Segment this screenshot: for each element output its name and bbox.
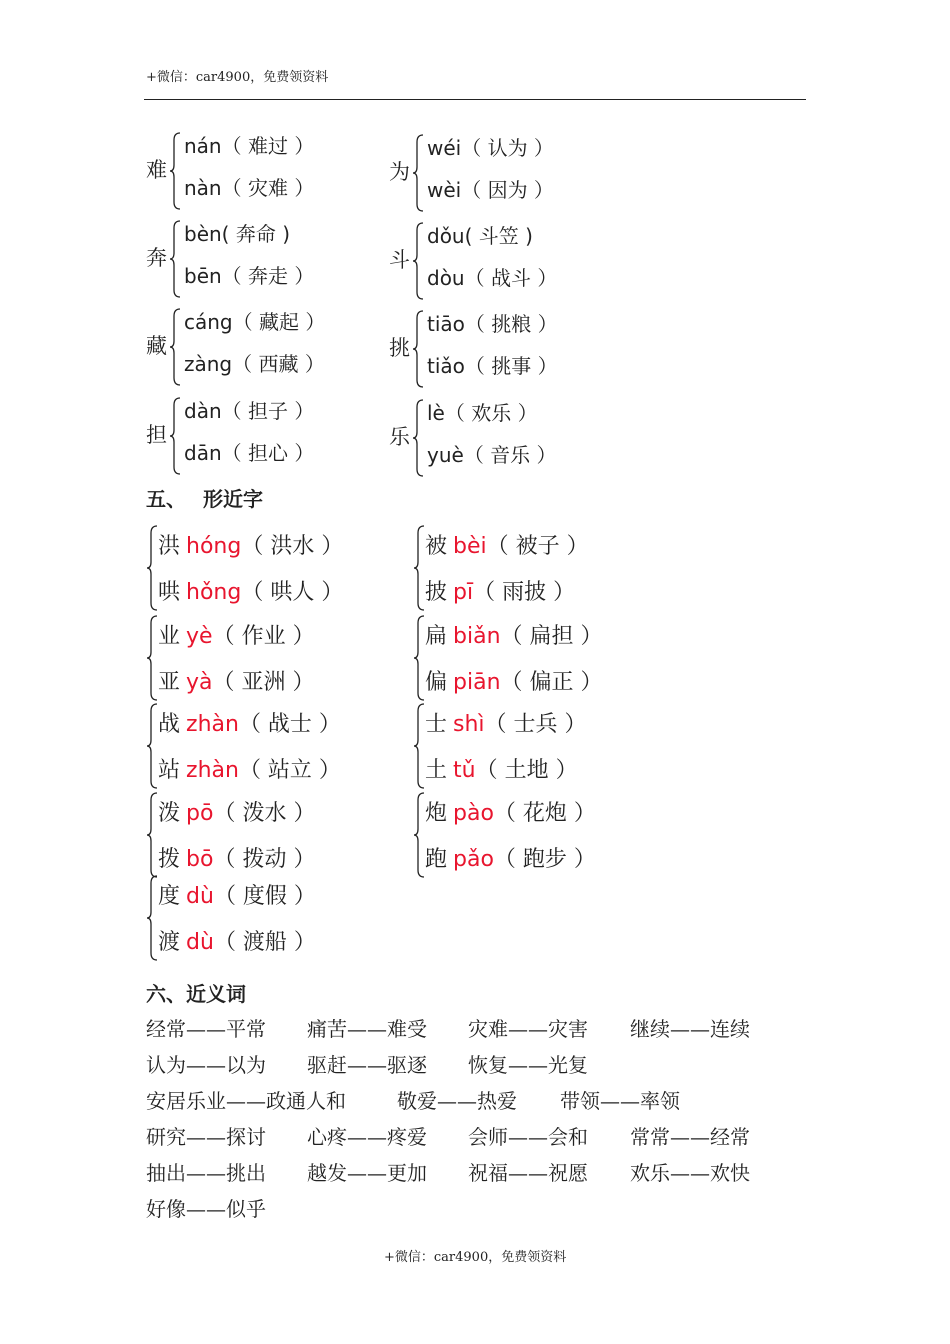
example-word: （ 雨披 ） xyxy=(473,580,576,605)
synonym-pair: 痛苦——难受 xyxy=(307,1017,427,1041)
brace-icon xyxy=(413,703,425,789)
char: 亚 xyxy=(158,670,181,695)
synonym-pair: 心疼——疼爱 xyxy=(307,1125,427,1149)
pinyin: hóng xyxy=(186,534,242,559)
pinyin: bèi xyxy=(453,534,487,559)
pinyin: tǔ xyxy=(453,758,476,783)
reading-1: dǒu( 斗笠 ) xyxy=(427,224,533,248)
example-word: （ 拨动 ） xyxy=(213,847,316,872)
example-word: （ 扁担 ） xyxy=(500,624,603,649)
brace-icon xyxy=(146,615,158,701)
char: 业 xyxy=(158,624,181,649)
polyphone-char: 担 xyxy=(146,423,167,447)
synonym-pair: 研究——探讨 xyxy=(146,1125,266,1149)
polyphone-char: 挑 xyxy=(389,336,410,360)
brace-icon xyxy=(412,399,424,477)
similar-char-row xyxy=(158,753,341,784)
similar-char-row xyxy=(158,619,315,650)
similar-char-row xyxy=(158,842,315,873)
similar-char-row xyxy=(425,665,603,696)
synonym-pair: 好像——似乎 xyxy=(146,1197,266,1221)
char: 洪 xyxy=(158,534,181,559)
similar-char-row xyxy=(158,879,316,910)
example-word: （ 泼水 ） xyxy=(213,801,316,826)
pinyin: dù xyxy=(186,930,214,955)
synonym-pair: 带领——率领 xyxy=(560,1089,680,1113)
synonym-pair: 祝福——祝愿 xyxy=(468,1161,588,1185)
example-word: （ 战士 ） xyxy=(238,712,341,737)
brace-icon xyxy=(169,132,181,210)
example-word: （ 土地 ） xyxy=(475,758,578,783)
synonym-pair: 欢乐——欢快 xyxy=(630,1161,750,1185)
char: 偏 xyxy=(425,670,448,695)
pinyin: pī xyxy=(453,580,474,605)
brace-icon xyxy=(146,875,158,961)
synonym-pair: 认为——以为 xyxy=(146,1053,266,1077)
example-word: （ 渡船 ） xyxy=(213,930,316,955)
polyphone-char: 斗 xyxy=(389,248,410,272)
example-word: （ 洪水 ） xyxy=(241,534,344,559)
reading-1: dàn（ 担子 ） xyxy=(184,399,315,423)
synonym-pair: 抽出——挑出 xyxy=(146,1161,266,1185)
synonym-pair: 继续——连续 xyxy=(630,1017,750,1041)
char: 跑 xyxy=(425,847,448,872)
synonym-pair: 恢复——光复 xyxy=(468,1053,588,1077)
similar-char-row xyxy=(425,575,575,606)
polyphone-char: 藏 xyxy=(146,334,167,358)
section-title-similar-chars: 五、 形近字 xyxy=(146,487,263,511)
reading-1: bèn( 奔命 ) xyxy=(184,222,290,246)
reading-2: bēn（ 奔走 ） xyxy=(184,264,315,288)
brace-icon xyxy=(146,792,158,878)
reading-2: dòu（ 战斗 ） xyxy=(427,266,558,290)
similar-char-row xyxy=(158,529,343,560)
reading-2: wèi（ 因为 ） xyxy=(427,178,554,202)
char: 拨 xyxy=(158,847,181,872)
char: 土 xyxy=(425,758,448,783)
brace-icon xyxy=(146,703,158,789)
char: 泼 xyxy=(158,801,181,826)
similar-char-row xyxy=(425,619,603,650)
polyphone-char: 难 xyxy=(146,158,167,182)
pinyin: hǒng xyxy=(186,580,242,605)
synonym-pair: 越发——更加 xyxy=(307,1161,427,1185)
brace-icon xyxy=(412,134,424,212)
brace-icon xyxy=(169,397,181,475)
char: 披 xyxy=(425,580,448,605)
brace-icon xyxy=(413,792,425,878)
synonym-pair: 驱赶——驱逐 xyxy=(307,1053,427,1077)
brace-icon xyxy=(412,310,424,388)
polyphone-char: 奔 xyxy=(146,246,167,270)
example-word: （ 作业 ） xyxy=(212,624,315,649)
synonym-pair: 敬爱——热爱 xyxy=(397,1089,517,1113)
brace-icon xyxy=(146,525,158,611)
pinyin: yà xyxy=(186,670,213,695)
synonym-pair: 安居乐业——政通人和 xyxy=(146,1089,346,1113)
example-word: （ 被子 ） xyxy=(486,534,589,559)
char: 士 xyxy=(425,712,448,737)
example-word: （ 跑步 ） xyxy=(493,847,596,872)
reading-1: wéi（ 认为 ） xyxy=(427,136,554,160)
reading-1: nán（ 难过 ） xyxy=(184,134,315,158)
reading-1: tiāo（ 挑粮 ） xyxy=(427,312,558,336)
similar-char-row xyxy=(425,753,578,784)
synonym-pair: 常常——经常 xyxy=(630,1125,750,1149)
pinyin: pō xyxy=(186,801,214,826)
similar-char-row xyxy=(158,665,315,696)
example-word: （ 花炮 ） xyxy=(493,801,596,826)
reading-2: nàn（ 灾难 ） xyxy=(184,176,315,200)
example-word: （ 度假 ） xyxy=(213,884,316,909)
similar-char-row xyxy=(158,796,315,827)
reading-1: cáng（ 藏起 ） xyxy=(184,310,326,334)
reading-2: yuè（ 音乐 ） xyxy=(427,443,557,467)
char: 站 xyxy=(158,758,181,783)
char: 被 xyxy=(425,534,448,559)
char: 度 xyxy=(158,884,181,909)
char: 扁 xyxy=(425,624,448,649)
example-word: （ 亚洲 ） xyxy=(212,670,315,695)
pinyin: zhàn xyxy=(186,712,239,737)
reading-2: zàng（ 西藏 ） xyxy=(184,352,325,376)
polyphone-char: 为 xyxy=(389,160,410,184)
similar-char-row xyxy=(158,707,341,738)
reading-2: dān（ 担心 ） xyxy=(184,441,315,465)
example-word: （ 偏正 ） xyxy=(500,670,603,695)
brace-icon xyxy=(412,222,424,300)
header-rule xyxy=(144,99,806,100)
char: 炮 xyxy=(425,801,448,826)
similar-char-row xyxy=(158,575,343,606)
similar-char-row xyxy=(425,707,587,738)
reading-2: tiǎo（ 挑事 ） xyxy=(427,354,558,378)
example-word: （ 士兵 ） xyxy=(484,712,587,737)
pinyin: dù xyxy=(186,884,214,909)
page-header: +微信：car4900，免费领资料 xyxy=(146,70,329,85)
reading-1: lè（ 欢乐 ） xyxy=(427,401,538,425)
pinyin: zhàn xyxy=(186,758,239,783)
synonym-pair: 灾难——灾害 xyxy=(468,1017,588,1041)
brace-icon xyxy=(413,525,425,611)
similar-char-row xyxy=(425,529,589,560)
pinyin: bō xyxy=(186,847,214,872)
brace-icon xyxy=(169,220,181,298)
polyphone-char: 乐 xyxy=(389,425,410,449)
char: 哄 xyxy=(158,580,181,605)
similar-char-row xyxy=(425,796,596,827)
brace-icon xyxy=(413,615,425,701)
example-word: （ 站立 ） xyxy=(238,758,341,783)
pinyin: pào xyxy=(453,801,494,826)
pinyin: shì xyxy=(453,712,485,737)
section-title-synonyms: 六、近义词 xyxy=(146,982,246,1006)
pinyin: biǎn xyxy=(453,624,501,649)
char: 战 xyxy=(158,712,181,737)
pinyin: pǎo xyxy=(453,847,494,872)
synonym-pair: 会师——会和 xyxy=(468,1125,588,1149)
similar-char-row xyxy=(158,925,316,956)
page-footer: +微信：car4900，免费领资料 xyxy=(384,1250,567,1265)
pinyin: yè xyxy=(186,624,213,649)
synonym-pair: 经常——平常 xyxy=(146,1017,266,1041)
example-word: （ 哄人 ） xyxy=(241,580,344,605)
similar-char-row xyxy=(425,842,596,873)
char: 渡 xyxy=(158,930,181,955)
pinyin: piān xyxy=(453,670,501,695)
brace-icon xyxy=(169,308,181,386)
